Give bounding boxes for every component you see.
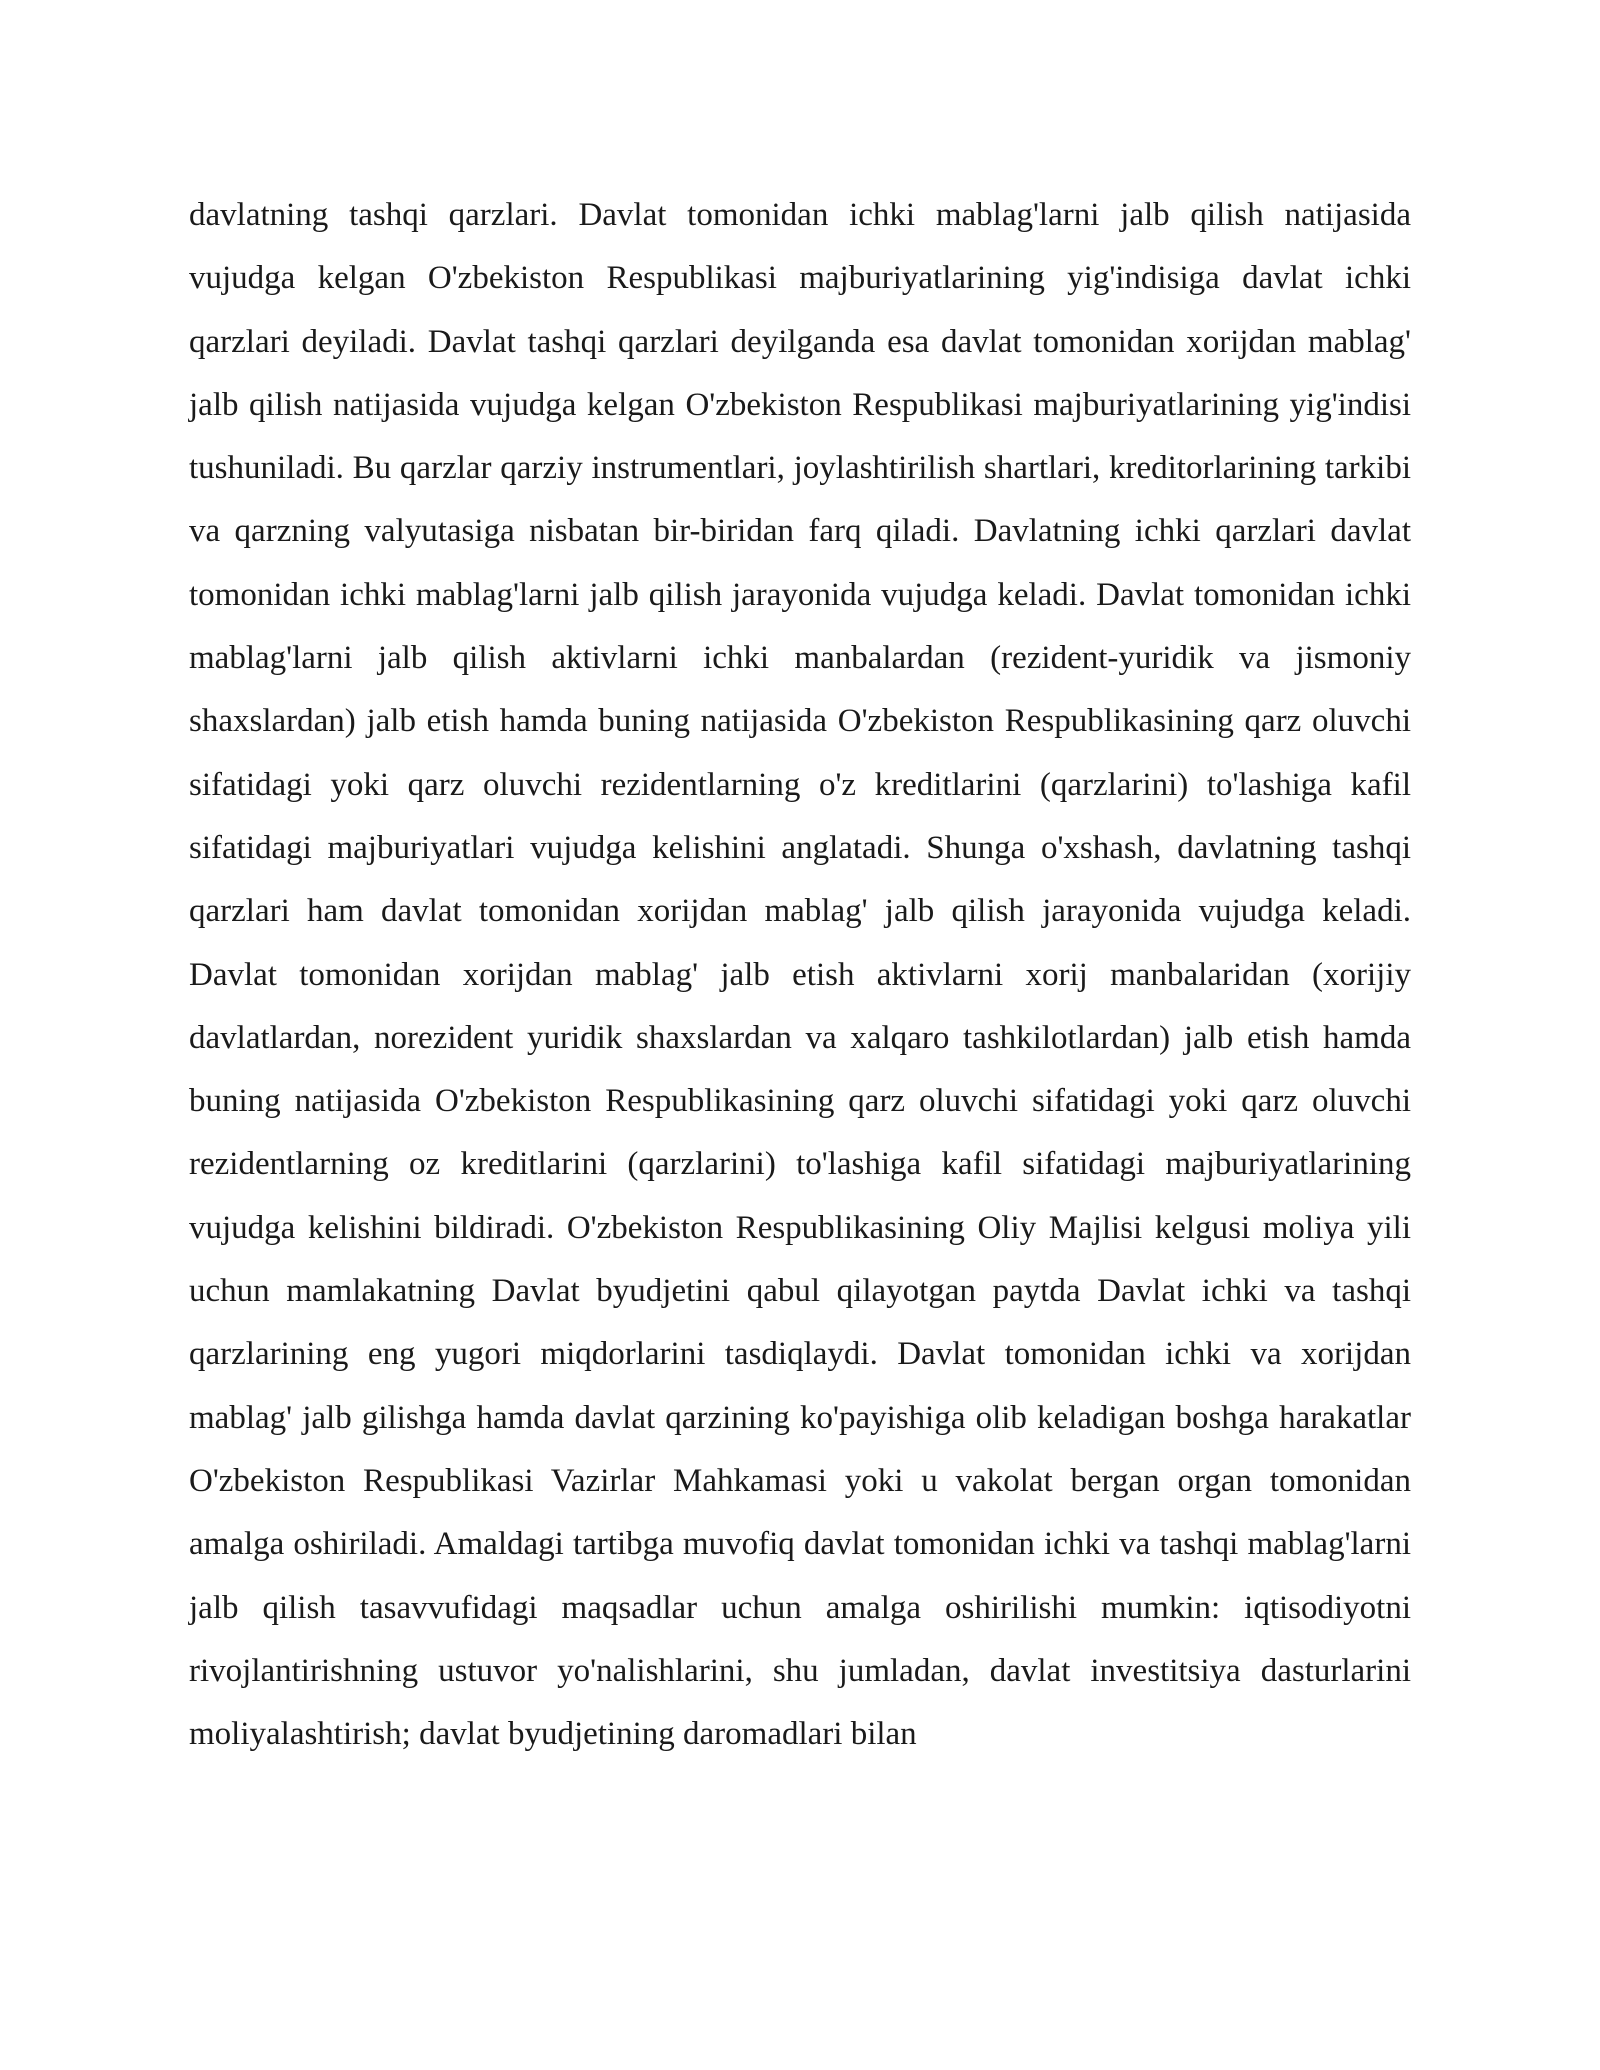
body-paragraph: davlatning tashqi qarzlari. Davlat tomonidan ichki mablag'larni jalb qilish natijasida vujudga kelgan O'zbekiston Respublikasi majburiyatlarining yig'indisiga davlat ichki qarzlari deyiladi. Davlat tashqi qarzlari deyilganda esa davlat tomonidan xorijdan mablag' jalb qilish natijasida vujudga kelgan O'zbekiston Respublikasi majburiyatlarining yig'indisi tushuniladi. Bu qarzlar qarziy instrumentlari, joylashtirilish shartlari, kreditorlarining tarkibi va qarzning valyutasiga nisbatan bir-biridan farq qiladi. Davlatning ichki qarzlari davlat tomonidan ichki mablag'larni jalb qilish jarayonida vujudga keladi. Davlat tomonidan ichki mablag'larni jalb qilish aktivlarni ichki manbalardan (rezident-yuridik va jismoniy shaxslardan) jalb etish hamda buning natijasida O'zbekiston Respublikasining qarz oluvchi sifatidagi yoki qarz oluvchi rezidentlarning o'z kreditlarini (qarzlarini) to'lashiga kafil sifatidagi majburiyatlari vujudga kelishini anglatadi. Shunga o'xshash, davlatning tashqi qarzlari ham davlat tomonidan xorijdan mablag' jalb qilish jarayonida vujudga keladi. Davlat tomonidan xorijdan mablag' jalb etish aktivlarni xorij manbalaridan (xorijiy davlatlardan, norezident yuridik shaxslardan va xalqaro tashkilotlardan) jalb etish hamda buning natijasida O'zbekiston Respublikasining qarz oluvchi sifatidagi yoki qarz oluvchi rezidentlarning oz kreditlarini (qarzlarini) to'lashiga kafil sifatidagi majburiyatlarining vujudga kelishini bildiradi. O'zbekiston Respublikasining Oliy Majlisi kelgusi moliya yili uchun mamlakatning Davlat byudjetini qabul qilayotgan paytda Davlat ichki va tashqi qarzlarining eng yugori miqdorlarini tasdiqlaydi. Davlat tomonidan ichki va xorijdan mablag' jalb gilishga hamda davlat qarzining ko'payishiga olib keladigan boshga harakatlar O'zbekiston Respublikasi Vazirlar Mahkamasi yoki u vakolat bergan organ tomonidan amalga oshiriladi. Amaldagi tartibga muvofiq davlat tomonidan ichki va tashqi mablag'larni jalb qilish tasavvufidagi maqsadlar uchun amalga oshirilishi mumkin: iqtisodiyotni rivojlantirishning ustuvor yo'nalishlarini, shu jumladan, davlat investitsiya dasturlarini moliyalashtirish; davlat byudjetining daromadlari bilan <box>189 197 1411 1753</box>
